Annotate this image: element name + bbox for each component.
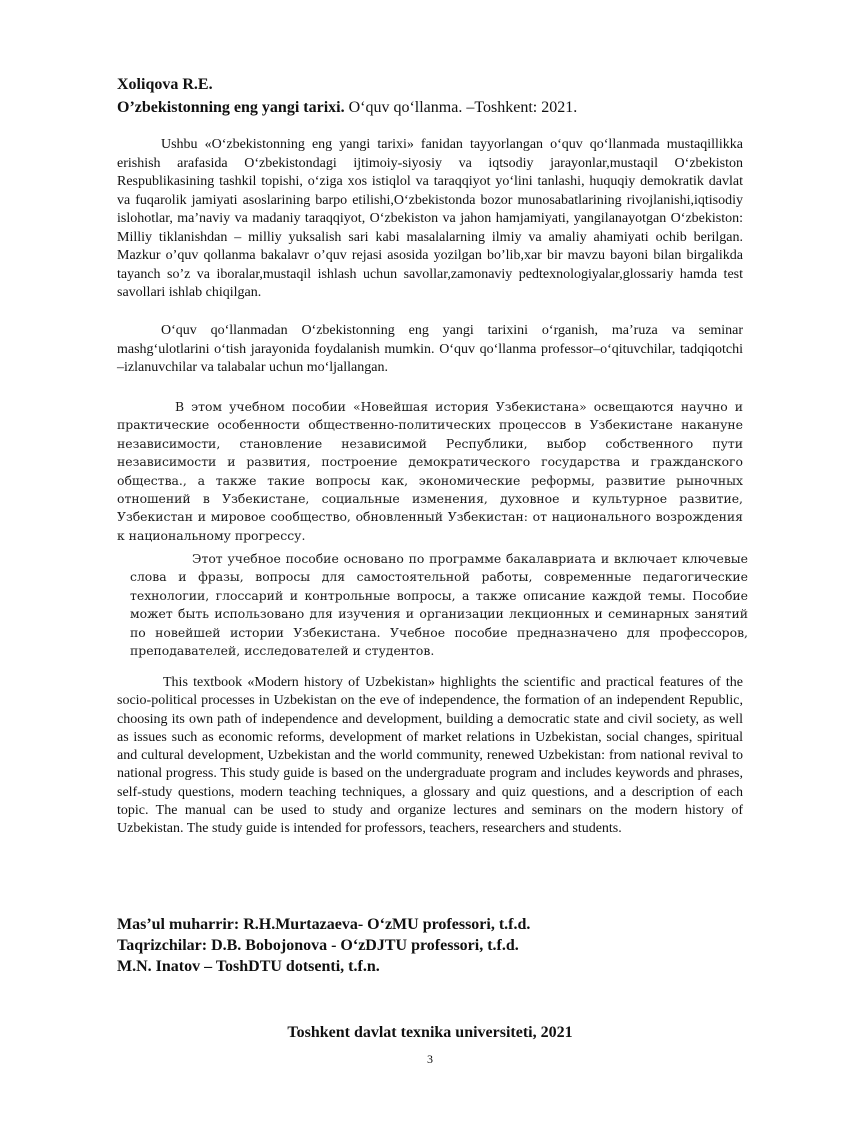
abstract-russian-paragraph-2-clip <box>130 550 748 659</box>
book-type-and-place: Oʻquv qoʻllanma. –Toshkent: 2021. <box>344 99 578 116</box>
abstract-russian-paragraph-2: Этот учебное пособие основано по программе бакалавриата и включает ключевые слова и фразы, вопросы для самостоятельной работы, современные педагогические технологии, глоссарий и контрольные вопросы, а также описание каждой темы. Пособие может быть использовано для изучения и организации лекционных и семинарных занятий по новейшей истории Узбекистана. Учебное пособие предназначено для профессоров, преподавателей, исследователей и студентов. <box>130 551 748 659</box>
editorial-credits <box>117 914 530 977</box>
abstract-uzbek-paragraph-2: Oʻquv qoʻllanmadan Oʻzbekistonning eng yangi tarixini oʻrganish, ma’ruza va seminar mashgʻulotlarini oʻtish jarayonida foydalanish mumkin. Oʻquv qoʻllanma professor–oʻqituvchilar, tadqiqotchi –izlanuvchilar va talabalar uchun moʻljallangan. <box>117 323 743 375</box>
bibliographic-title <box>117 96 577 120</box>
abstract-uzbek-paragraph-1: Ushbu «Oʻzbekistonning eng yangi tarixi» fanidan tayyorlangan oʻquv qoʻllanmada mustaqillikka erishish arafasida Oʻzbekistondagi ijtimoiy-siyosiy va iqtsodiy jarayonlar,mustaqil Oʻzbekiston Respublikasining tashkil topishi, oʻziga xos istiqlol va taraqqiyot yoʻlini tanlashi, huquqiy demokratik davlat va fuqarolik jamiyati asoslarining barpo etilishi,Oʻzbekistonda bozor munosabatlarining rivojlanishi,iqtisodiy islohotlar, ma’naviy va madaniy taraqqiyot, Oʻzbekiston va jahon hamjamiyati, yangilanayotgan Oʻzbekiston: Milliy tiklanishdan – milliy yuksalish sari kabi masalalarning ilmiy va amaliy ahamiyati ochib berilgan. Mazkur o’quv qollanma bakalavr o’quv rejasi asosida yozilgan bo’lib,xar bir mavzu bayoni bilan birgalikda tayanch so’z va iboralar,mustaqil ishlash uchun savollar,zamonaviy pedtexnologiyalar,glossariy hamda test savollari ishlab chiqilgan. <box>117 137 743 300</box>
author-name: Xoliqova R.E. <box>117 76 213 93</box>
page-number: 3 <box>427 1052 433 1066</box>
abstract-russian-paragraph-1: В этом учебном пособии «Новейшая история Узбекистана» освещаются научно и практические особенности общественно-политических процессов в Узбекистане накануне независимости, становление независимой Республики, выбор собственного пути независимости и развития, построение демократического государства и гражданского общества., а также такие вопросы как, экономические реформы, развитие рыночных отношений в Узбекистане, социальные изменения, духовное и культурное развитие, Узбекистан и мировое сообщество, обновленный Узбекистан: от национального возрождения к национальному прогрессу. <box>117 399 743 543</box>
publisher-line: Toshkent davlat texnika universiteti, 2021 <box>287 1024 573 1041</box>
responsible-editor: Mas’ul muharrir: R.H.Murtazaeva- O‘zMU professori, t.f.d. <box>117 916 531 933</box>
abstract-english-paragraph: This textbook «Modern history of Uzbekistan» highlights the scientific and practical features of the socio-political processes in Uzbekistan on the eve of independence, the formation of an independent Republic, choosing its own path of independence and development, building a democratic state and civil society, as well as issues such as economic reforms, development of market relations in Uzbekistan, social changes, spiritual and cultural development, Uzbekistan and the world community, renewed Uzbekistan: from national revival to national progress. This study guide is based on the undergraduate program and includes keywords and phrases, self-study questions, modern teaching techniques, a glossary and quiz questions, and a description of each topic. The manual can be used to study and organize lectures and seminars on the modern history of Uzbekistan. The study guide is intended for professors, teachers, researchers and students. <box>117 675 743 837</box>
book-title: O’zbekistonning eng yangi tarixi. <box>117 99 345 116</box>
reviewer-line-2: M.N. Inatov – ToshDTU dotsenti, t.f.n. <box>117 958 380 975</box>
reviewer-line-1: Taqrizchilar: D.B. Bobojonova - O‘zDJTU professori, t.f.d. <box>117 937 519 954</box>
